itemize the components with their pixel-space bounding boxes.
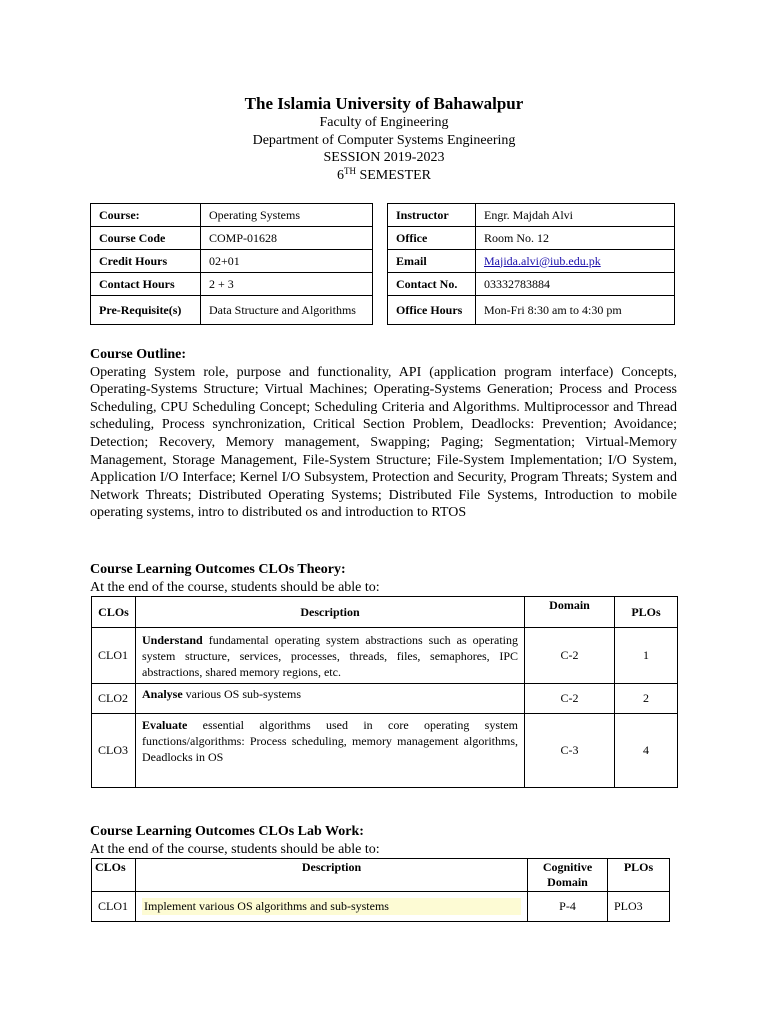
clo-plo: 4 bbox=[615, 714, 678, 788]
instructor-value: Engr. Majdah Alvi bbox=[476, 204, 675, 227]
clo-description bbox=[136, 684, 525, 714]
contact-hours-value: 2 + 3 bbox=[201, 273, 373, 296]
table-row bbox=[92, 628, 678, 684]
table-row bbox=[91, 296, 675, 325]
lab-clos-table bbox=[91, 858, 670, 922]
theory-clos-section bbox=[90, 561, 677, 596]
course-info-table bbox=[90, 203, 675, 325]
lab-clos-section bbox=[90, 823, 677, 858]
clos-column-header: CLOs bbox=[92, 859, 136, 892]
lab-clos-heading: Course Learning Outcomes CLOs Lab Work: bbox=[90, 824, 364, 839]
lab-clos-intro: At the end of the course, students should be able to: bbox=[90, 841, 380, 857]
domain-label: Domain bbox=[547, 875, 588, 889]
clo-domain: C-2 bbox=[525, 628, 615, 684]
prerequisite-label: Pre-Requisite(s) bbox=[91, 296, 201, 325]
clo-text: various OS sub-systems bbox=[182, 687, 302, 701]
column-gap bbox=[373, 227, 388, 250]
clo-plo: 1 bbox=[615, 628, 678, 684]
course-outline-section bbox=[90, 346, 677, 522]
office-hours-label: Office Hours bbox=[388, 296, 476, 325]
course-value: Operating Systems bbox=[201, 204, 373, 227]
clo-plo: PLO3 bbox=[608, 892, 670, 922]
office-label: Office bbox=[388, 227, 476, 250]
semester-suffix: TH bbox=[343, 165, 356, 176]
semester-word: SEMESTER bbox=[355, 167, 432, 183]
session: SESSION 2019-2023 bbox=[323, 150, 445, 165]
email-cell bbox=[476, 250, 675, 273]
table-row bbox=[91, 273, 675, 296]
table-header-row bbox=[92, 597, 678, 628]
domain-column-header: Domain bbox=[525, 597, 615, 628]
plos-column-header: PLOs bbox=[608, 859, 670, 892]
clo-domain: C-2 bbox=[525, 684, 615, 714]
clo-description bbox=[136, 892, 528, 922]
cognitive-label: Cognitive bbox=[542, 860, 593, 874]
description-column-header: Description bbox=[136, 597, 525, 628]
course-outline-text: Operating System role, purpose and functionality, API (application program interface) Concepts, Operating-Systems Structure; Virtual Machines; Operating-Systems Generation; Process and Process Scheduling, CPU Scheduling Concept; Scheduling Criteria and Algorithms. Multiprocessor and Thread scheduling, Process synchronization, Critical Section Problem, Deadlocks: Prevention; Avoidance; Detection; Recovery, Memory management, Swapping; Paging; Segmentation; Virtual-Memory Management, Storage Management, File-System Structure; File-System Implementation; I/O System, Application I/O Interface; Kernel I/O Subsystem, Protection and Security, Program Threats; System and Network Threats; Distributed Operating Systems; Distributed File Systems, Introduction to mobile operating systems, intro to distributed os and introduction to RTOS bbox=[90, 364, 677, 521]
column-gap bbox=[373, 273, 388, 296]
table-row bbox=[91, 227, 675, 250]
table-header-row bbox=[92, 859, 670, 892]
credit-hours-value: 02+01 bbox=[201, 250, 373, 273]
clos-column-header: CLOs bbox=[92, 597, 136, 628]
clo-description bbox=[136, 628, 525, 684]
course-outline-heading: Course Outline: bbox=[90, 347, 187, 362]
theory-clos-table bbox=[91, 596, 678, 788]
clo-domain: C-3 bbox=[525, 714, 615, 788]
plos-column-header: PLOs bbox=[615, 597, 678, 628]
course-code-label: Course Code bbox=[91, 227, 201, 250]
document-header bbox=[0, 94, 768, 184]
column-gap bbox=[373, 204, 388, 227]
theory-clos-heading: Course Learning Outcomes CLOs Theory: bbox=[90, 562, 346, 577]
cognitive-domain-column-header bbox=[528, 859, 608, 892]
clo-verb: Evaluate bbox=[142, 718, 188, 732]
clo-id: CLO2 bbox=[92, 684, 136, 714]
prerequisite-value: Data Structure and Algorithms bbox=[201, 296, 373, 325]
office-hours-value: Mon-Fri 8:30 am to 4:30 pm bbox=[476, 296, 675, 325]
table-row bbox=[92, 892, 670, 922]
department-name: Department of Computer Systems Engineering bbox=[252, 132, 516, 148]
table-row bbox=[91, 204, 675, 227]
highlighted-description: Implement various OS algorithms and sub-systems bbox=[142, 898, 521, 915]
clo-verb: Analyse bbox=[142, 687, 183, 701]
theory-clos-intro: At the end of the course, students should be able to: bbox=[90, 579, 380, 595]
university-name: The Islamia University of Bahawalpur bbox=[244, 94, 524, 113]
semester bbox=[0, 167, 768, 185]
course-code-value: COMP-01628 bbox=[201, 227, 373, 250]
clo-id: CLO3 bbox=[92, 714, 136, 788]
clo-verb: Understand bbox=[142, 632, 203, 647]
email-link[interactable]: Majida.alvi@iub.edu.pk bbox=[484, 253, 601, 268]
instructor-label: Instructor bbox=[388, 204, 476, 227]
clo-domain: P-4 bbox=[528, 892, 608, 922]
table-row bbox=[92, 714, 678, 788]
clo-plo: 2 bbox=[615, 684, 678, 714]
column-gap bbox=[373, 296, 388, 325]
clo-description bbox=[136, 714, 525, 788]
description-column-header: Description bbox=[136, 859, 528, 892]
contact-hours-label: Contact Hours bbox=[91, 273, 201, 296]
table-row bbox=[91, 250, 675, 273]
email-label: Email bbox=[388, 250, 476, 273]
clo-id: CLO1 bbox=[92, 628, 136, 684]
clo-text: fundamental operating system abstractions such as operating system structure, services, processes, threads, files, semaphores, IPC abstractions, shared memory regions, etc. bbox=[142, 632, 518, 679]
semester-number: 6 bbox=[336, 167, 344, 183]
contact-no-label: Contact No. bbox=[388, 273, 476, 296]
contact-no-value: 03332783884 bbox=[476, 273, 675, 296]
credit-hours-label: Credit Hours bbox=[91, 250, 201, 273]
office-value: Room No. 12 bbox=[476, 227, 675, 250]
table-row bbox=[92, 684, 678, 714]
faculty-name: Faculty of Engineering bbox=[319, 115, 449, 130]
clo-text: essential algorithms used in core operating system functions/algorithms: Process scheduling, memory management algorithms, Deadlocks in OS bbox=[142, 718, 518, 764]
course-label: Course: bbox=[91, 204, 201, 227]
clo-id: CLO1 bbox=[92, 892, 136, 922]
column-gap bbox=[373, 250, 388, 273]
